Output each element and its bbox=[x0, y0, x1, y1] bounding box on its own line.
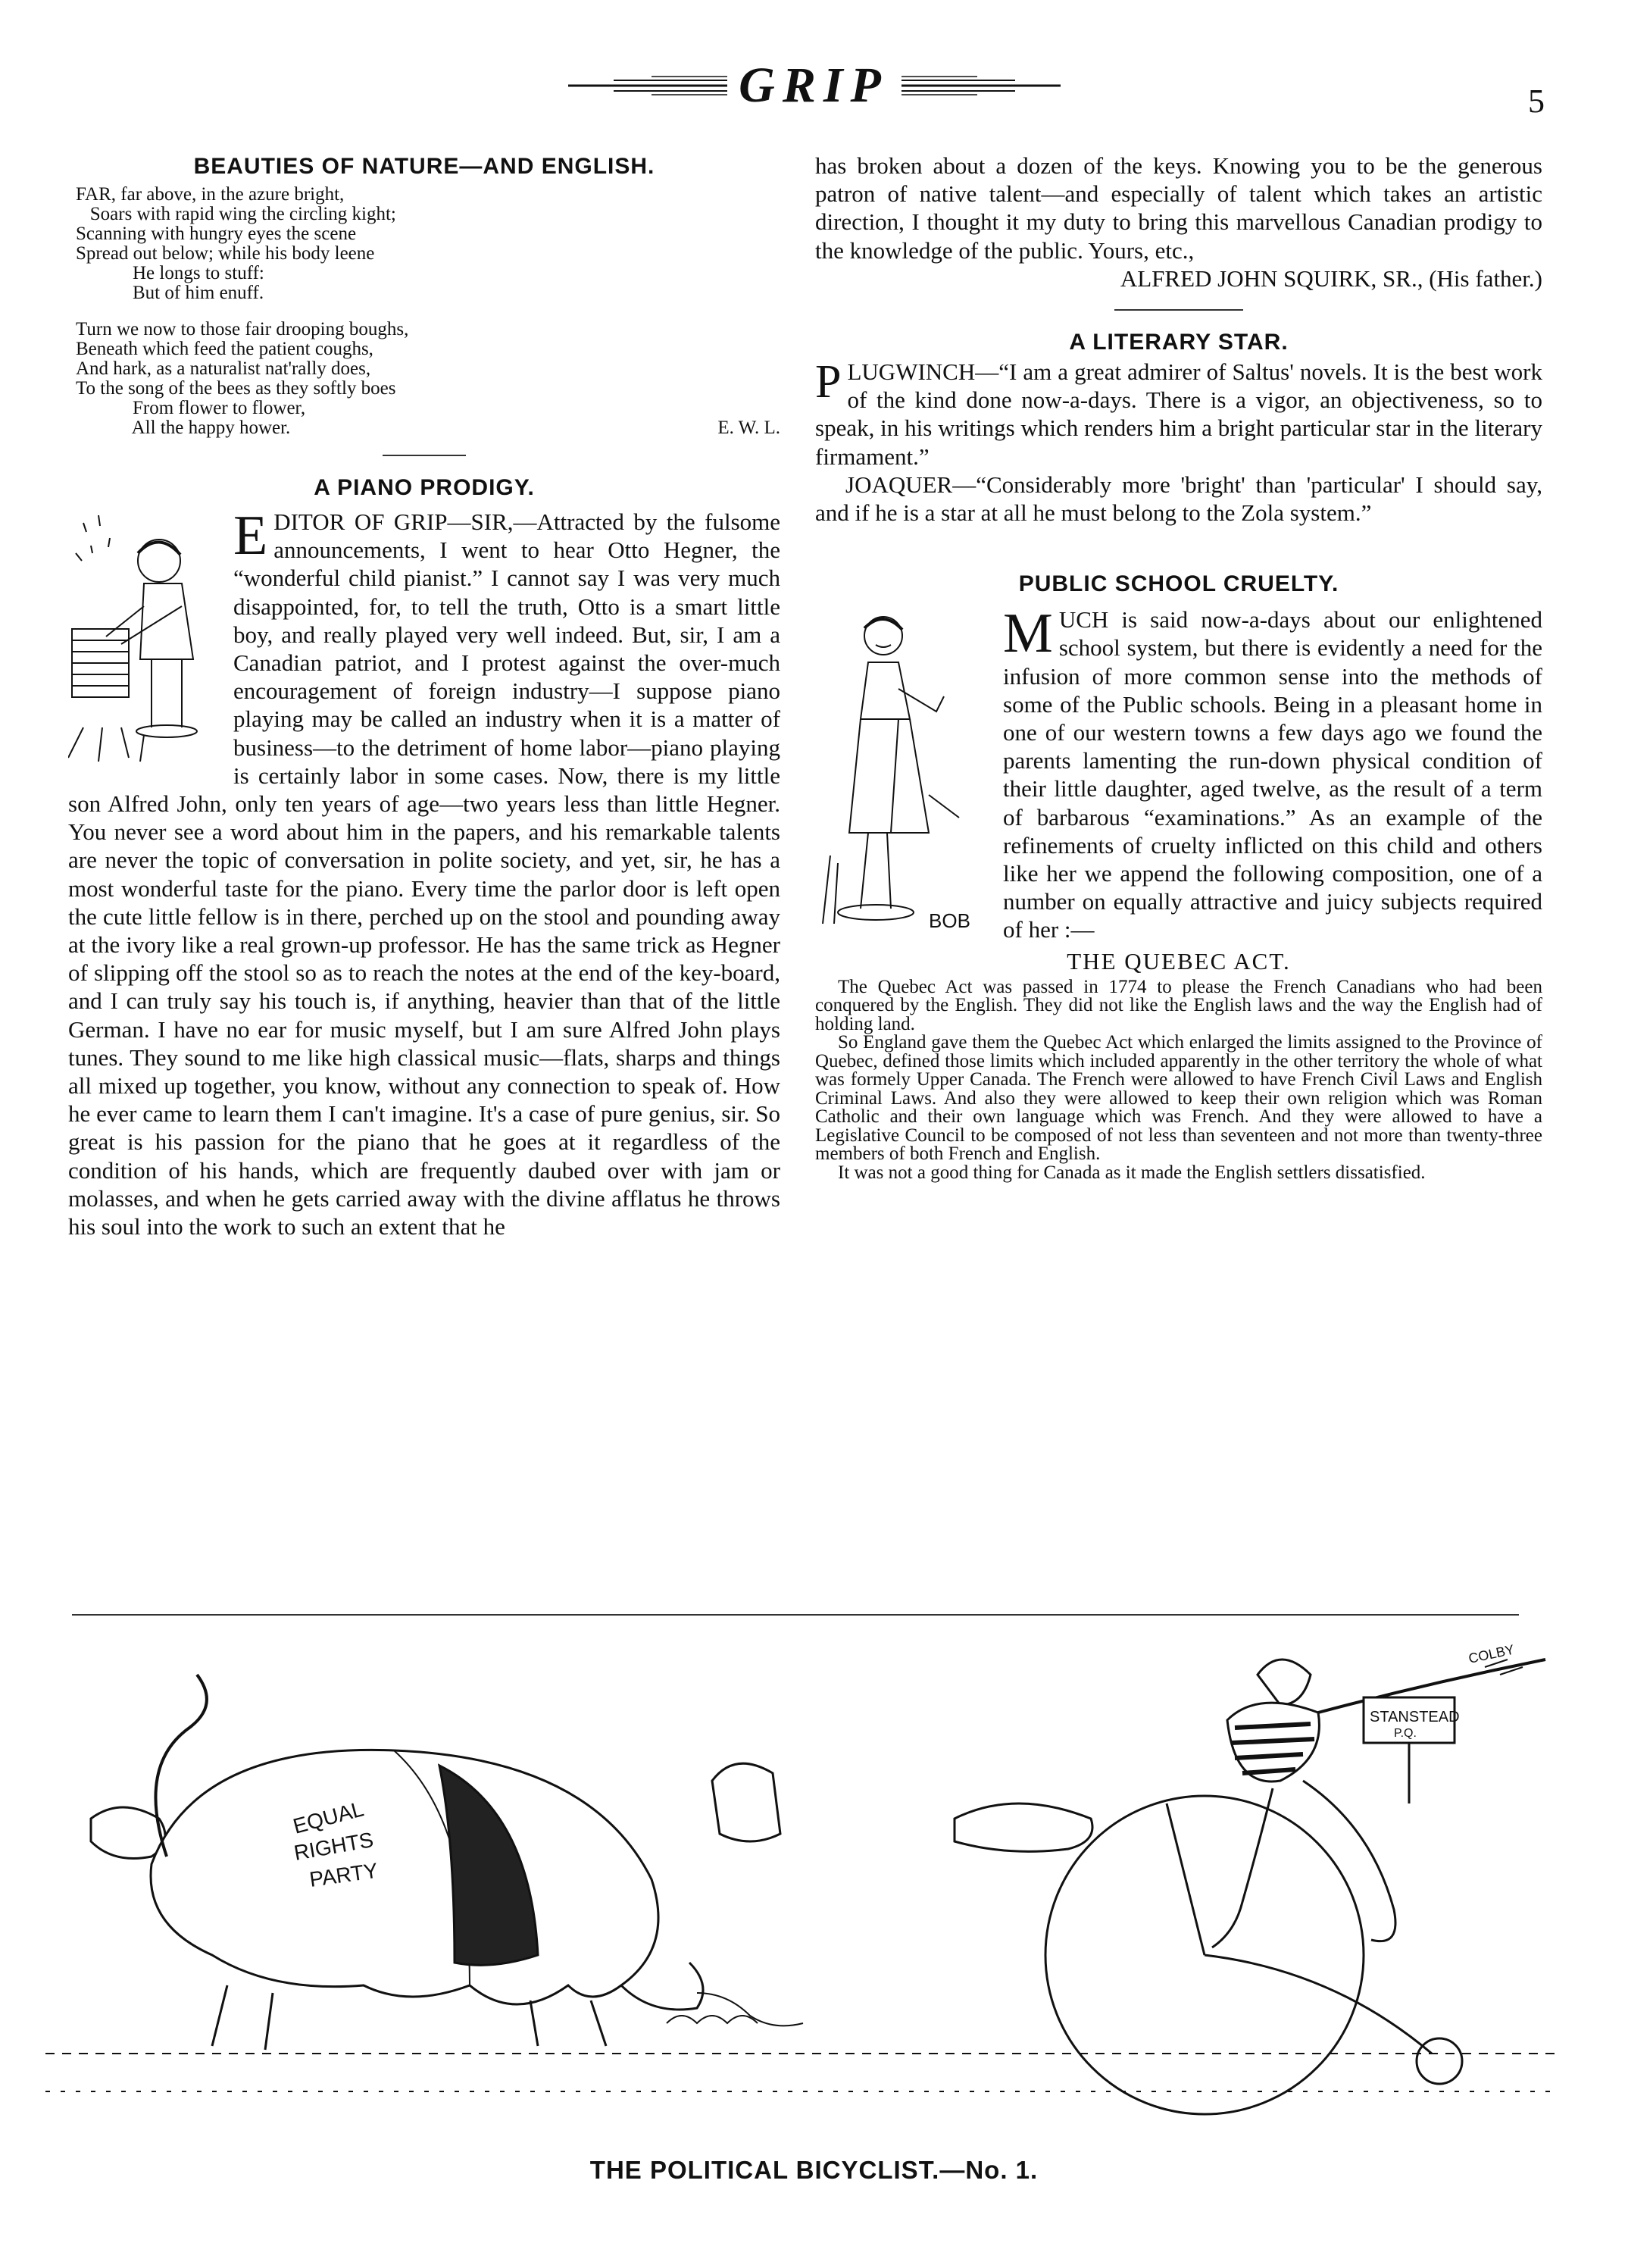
left-column bbox=[68, 152, 780, 1240]
quote-paragraph: The Quebec Act was passed in 1774 to please the French Canadians who had been conquered by the English. They did not like the English laws and the way the English had of holding land. bbox=[815, 976, 1542, 1034]
piano-continued: has broken about a dozen of the keys. Knowing you to be the generous patron of native talent—and especially of talent which takes an artistic direction, I thought it my duty to bring this marvellous Canadian prodigy to the knowledge of the public. Yours, etc., bbox=[815, 152, 1542, 264]
page-number: 5 bbox=[1528, 83, 1545, 120]
school-article bbox=[815, 602, 1542, 943]
poem-line: Spread out below; while his body leene bbox=[76, 243, 375, 264]
beauties-stanza-1 bbox=[76, 185, 780, 303]
sign-label-line: STANSTEAD bbox=[1370, 1709, 1460, 1725]
beauties-signature: E. W. L. bbox=[717, 418, 780, 438]
literary-body-2: JOAQUER—“Considerably more 'bright' than 'particular' I should say, and if he is a star at all he must belong to the Zola system.” bbox=[815, 471, 1542, 527]
poem-line: Scanning with hungry eyes the scene bbox=[76, 224, 357, 244]
literary-drop-cap: P bbox=[815, 356, 842, 408]
quebec-act-composition bbox=[815, 978, 1542, 1183]
poem-line: And hark, as a naturalist nat'rally does, bbox=[76, 358, 371, 379]
masthead-rule-left bbox=[568, 74, 727, 97]
divider bbox=[383, 455, 466, 456]
illustration-signature: BOB bbox=[929, 909, 970, 932]
artist-signature: COLBY bbox=[1467, 1641, 1516, 1666]
literary-body-1: LUGWINCH—“I am a great admirer of Saltus' novels. It is the best work of the kind done now-a-days. There is a vigor, an objectiveness, so to speak, in his writings which renders him a bright particular star in the literary firmament.” bbox=[815, 358, 1542, 470]
bull-label-line: PARTY bbox=[308, 1858, 380, 1891]
quote-paragraph: So England gave them the Quebec Act which enlarged the limits assigned to the Province of Quebec, defined those limits which included apparently in the other territory the whole of what was formely Upper Canada. The French were allowed to have French Civil Laws and English Criminal Laws. And also they were allowed to keep their own religion which was Roman Catholic and their own language which was French. And they were allowed to have a Legislative Council to be composed of not less than seventeen and not more than twenty-three members of both French and English. bbox=[815, 1032, 1542, 1165]
cartoon-caption: THE POLITICAL BICYCLIST.—No. 1. bbox=[589, 2156, 1039, 2184]
piano-article bbox=[68, 505, 780, 1240]
poem-line: Turn we now to those fair drooping boughs, bbox=[76, 319, 409, 339]
sign-label-line: P.Q. bbox=[1394, 1727, 1417, 1740]
poem-line-last bbox=[76, 418, 780, 438]
school-drop-cap: M bbox=[1003, 602, 1053, 665]
piano-drop-cap: E bbox=[233, 505, 268, 567]
beauties-heading: BEAUTIES OF NATURE—AND ENGLISH. bbox=[193, 154, 655, 179]
bull-label-line: EQUAL bbox=[290, 1797, 367, 1838]
quote-paragraph: It was not a good thing for Canada as it made the English settlers dissatisfied. bbox=[838, 1162, 1426, 1183]
right-column bbox=[815, 152, 1542, 1182]
schoolmaster-illustration bbox=[815, 605, 989, 931]
masthead bbox=[0, 59, 1628, 127]
school-heading: PUBLIC SCHOOL CRUELTY. bbox=[1018, 571, 1339, 597]
poem-line: Soars with rapid wing the circling kight; bbox=[76, 204, 396, 224]
cartoon-top-rule bbox=[72, 1614, 1519, 1616]
literary-heading: A LITERARY STAR. bbox=[1069, 330, 1289, 355]
bull-label-line: RIGHTS bbox=[292, 1828, 376, 1865]
beauties-stanza-2 bbox=[76, 320, 780, 438]
piano-heading: A PIANO PRODIGY. bbox=[314, 475, 535, 500]
poem-line: All the happy hower. bbox=[76, 418, 291, 438]
poem-line: Beneath which feed the patient coughs, bbox=[76, 339, 373, 359]
political-bicyclist-cartoon bbox=[45, 1629, 1561, 2129]
school-body: UCH is said now-a-days about our enlightened school system, but there is evidently a need for the infusion of more common sense into the methods of some of the Public schools. Being in a pleasant home in one of our western towns a few days ago we found the parents lamenting the run-down physical condition of their little daughter, aged twelve, as the result of a term of barbarous “examinations.” As an example of the refinements of cruelty inflicted on this child and others like her we append the following composition, one of a number on equally attractive and juicy subjects required of her :— bbox=[1003, 606, 1542, 943]
piano-body: DITOR OF GRIP—SIR,—Attracted by the fulsome announcements, I went to hear Otto Hegner, the “wonderful child pianist.” I cannot say I was very much disappointed, for, to tell the truth, Otto is a smart little boy, and really played very well indeed. But, sir, I am a Canadian patriot, and I protest against the over-much encouragement of foreign industry—I suppose piano playing may be called an industry when it is a matter of business—to the detriment of home labor—piano playing is certainly labor in some cases. Now, there is my little son Alfred John, only ten years of age—two years less than little Hegner. You never see a word about him in the papers, and his remarkable talents are never the topic of conversation in polite society, and yet, sir, he has a most wonderful taste for the piano. Every time the parlor door is left open the cute little fellow is in there, perched up on the stool and pounding away at the ivory like a real grown-up professor. He has the same trick as Hegner of slipping off the stool so as to reach the notes at the end of the key-board, and I can truly say his touch is, if anything, heavier than that of the little German. I have no ear for music myself, but I am sure Alfred John plays tunes. They sound to me like high classical music—flats, sharps and things all mixed up together, you know, without any connection to speak of. How he ever came to learn them I can't imagine. It's a case of pure genius, sir. So great is his passion for the piano that he goes at it regardless of the condition of his hands, which are frequently daubed over with jam or molasses, and when he gets carried away with the divine afflatus he throws his soul into the work to such an extent that he bbox=[68, 508, 780, 1240]
masthead-title: GRIP bbox=[739, 58, 889, 113]
piano-signature: ALFRED JOHN SQUIRK, SR., (His father.) bbox=[1120, 264, 1542, 292]
poem-line: But of him enuff. bbox=[76, 283, 264, 303]
poem-line: From flower to flower, bbox=[76, 398, 306, 418]
poem-line: To the song of the bees as they softly boes bbox=[76, 378, 396, 399]
poem-line: He longs to stuff: bbox=[76, 263, 264, 283]
poem-line: FAR, far above, in the azure bright, bbox=[76, 184, 345, 205]
masthead-rule-right bbox=[901, 74, 1061, 97]
child-at-piano-illustration bbox=[68, 508, 220, 765]
quebec-act-title: THE QUEBEC ACT. bbox=[1067, 947, 1291, 974]
divider bbox=[1114, 309, 1243, 311]
